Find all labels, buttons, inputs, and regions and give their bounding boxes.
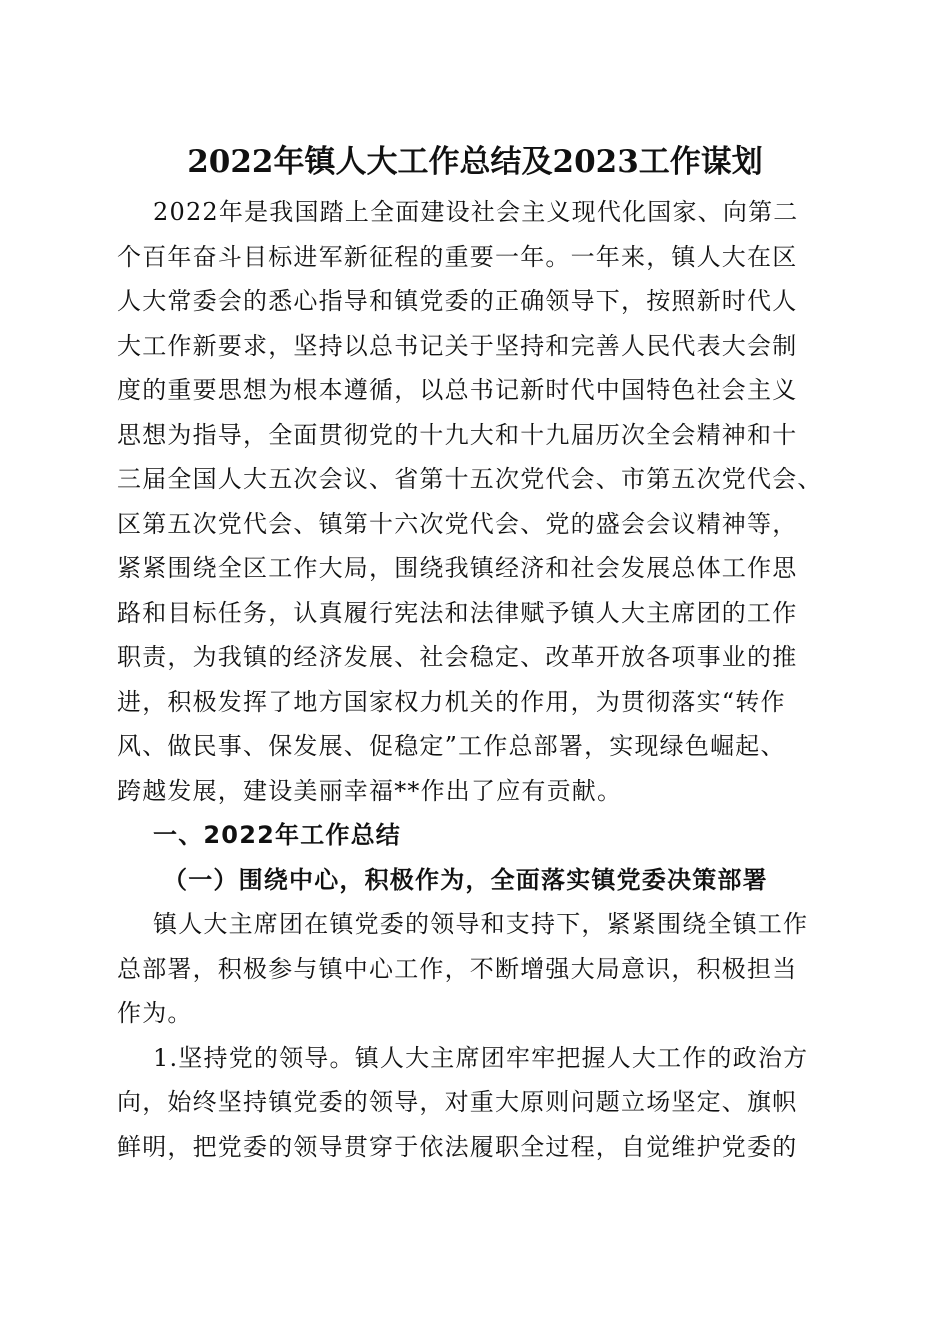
- document-title: 2022年镇人大工作总结及2023工作谋划: [187, 144, 763, 180]
- paragraph-line: 三届全国人大五次会议、省第十五次党代会、市第五次党代会、: [117, 465, 823, 493]
- paragraph-line: 思想为指导，全面贯彻党的十九大和十九届历次全会精神和十: [117, 420, 798, 449]
- paragraph-line: 鲜明，把党委的领导贯穿于依法履职全过程，自觉维护党委的: [117, 1132, 798, 1161]
- paragraph-line: 区第五次党代会、镇第十六次党代会、党的盛会会议精神等，: [117, 509, 798, 538]
- paragraph-line: 风、做民事、保发展、促稳定”工作总部署，实现绿色崛起、: [117, 732, 786, 760]
- paragraph-line: 向，始终坚持镇党委的领导，对重大原则问题立场坚定、旗帜: [117, 1088, 798, 1116]
- paragraph-line: 跨越发展，建设美丽幸福**作出了应有贡献。: [117, 776, 623, 805]
- paragraph-line: 1.坚持党的领导。镇人大主席团牢牢把握人大工作的政治方: [153, 1043, 809, 1072]
- paragraph-line: 总部署，积极参与镇中心工作，不断增强大局意识，积极担当: [117, 954, 798, 983]
- paragraph-line: 大工作新要求，坚持以总书记关于坚持和完善人民代表大会制: [117, 331, 798, 360]
- document-body: [117, 190, 837, 1169]
- paragraph-line: 度的重要思想为根本遵循，以总书记新时代中国特色社会主义: [117, 376, 798, 404]
- paragraph-line: 人大常委会的悉心指导和镇党委的正确领导下，按照新时代人: [117, 287, 798, 315]
- paragraph-line: 进，积极发挥了地方国家权力机关的作用，为贯彻落实“转作: [117, 687, 786, 716]
- paragraph-line: 路和目标任务，认真履行宪法和法律赋予镇人大主席团的工作: [117, 598, 798, 627]
- paragraph-line: 个百年奋斗目标进军新征程的重要一年。一年来，镇人大在区: [117, 242, 798, 271]
- subsection-heading: （一）围绕中心，积极作为，全面落实镇党委决策部署: [163, 864, 768, 894]
- paragraph-line: 职责，为我镇的经济发展、社会稳定、改革开放各项事业的推: [117, 643, 798, 671]
- paragraph-line: 紧紧围绕全区工作大局，围绕我镇经济和社会发展总体工作思: [117, 554, 798, 582]
- paragraph-line: 镇人大主席团在镇党委的领导和支持下，紧紧围绕全镇工作: [153, 910, 809, 938]
- paragraph-line: 作为。: [117, 999, 193, 1027]
- paragraph-line: 2022年是我国踏上全面建设社会主义现代化国家、向第二: [153, 198, 799, 226]
- section-heading: 一、2022年工作总结: [153, 821, 401, 849]
